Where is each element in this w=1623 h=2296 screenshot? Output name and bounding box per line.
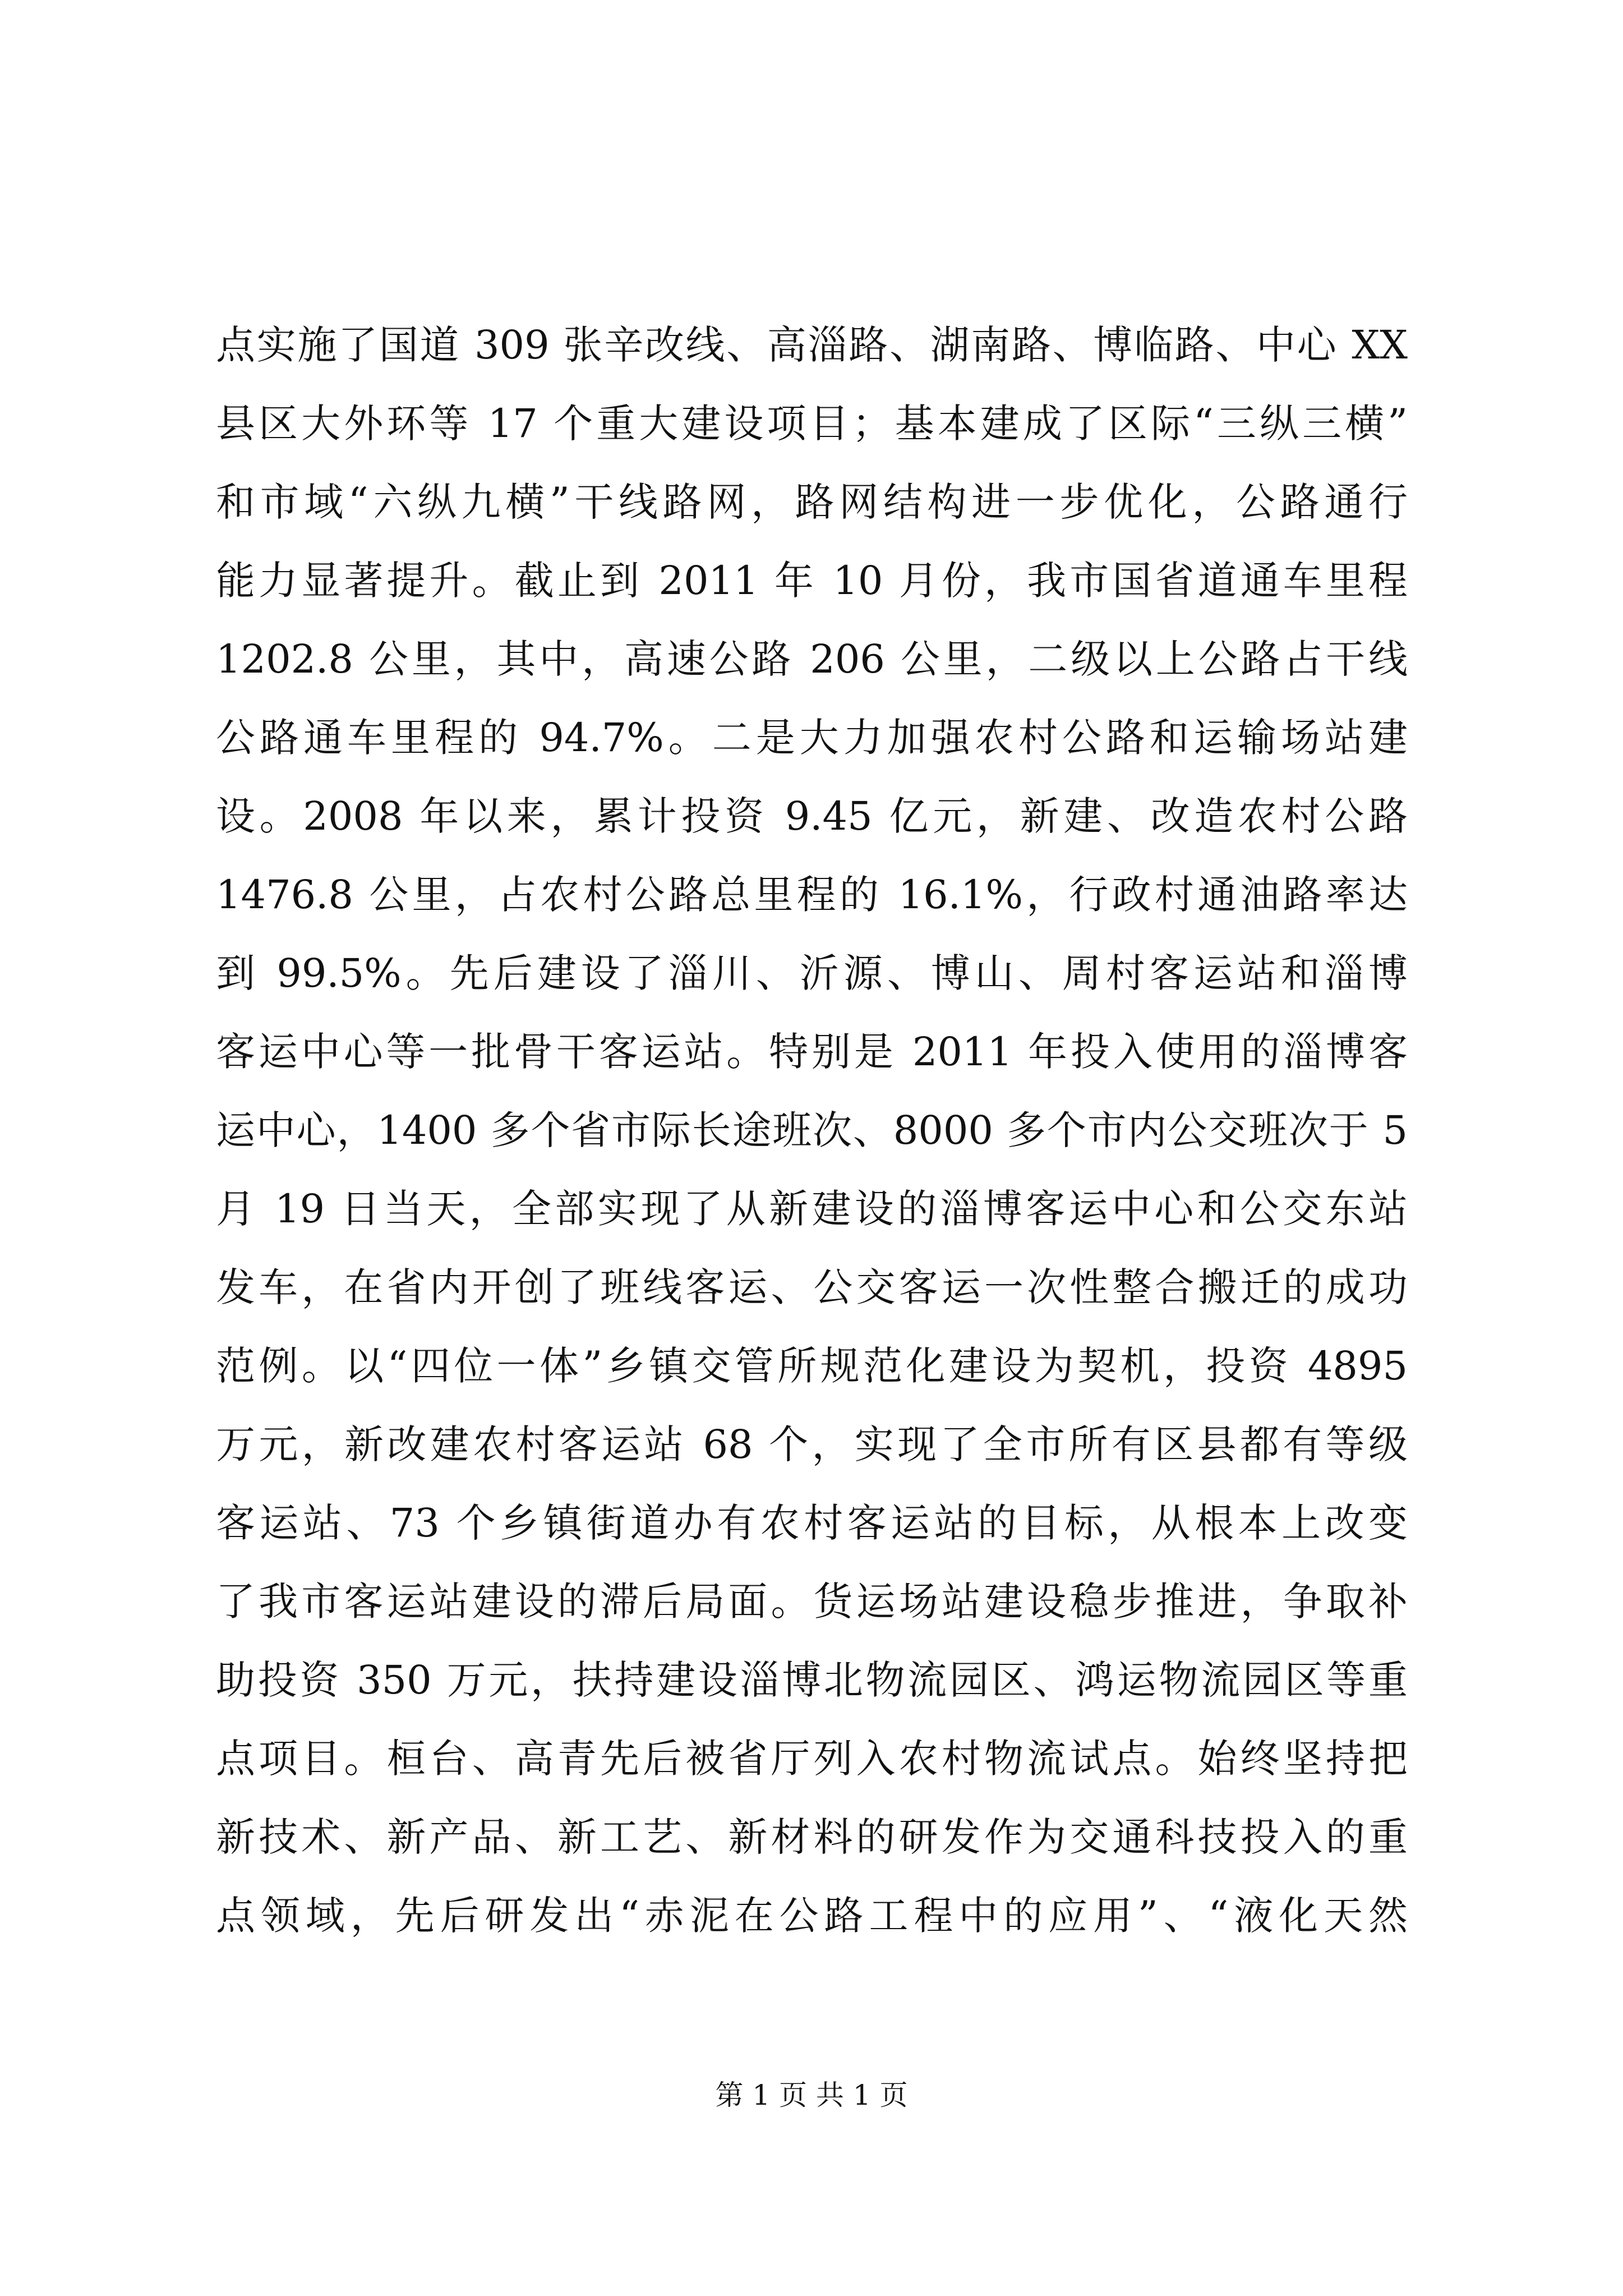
text-line: 客运中心等一批骨干客运站。特别是 2011 年投入使用的淄博客: [216, 1029, 1408, 1075]
text-line: 点实施了国道 309 张辛改线、高淄路、湖南路、博临路、中心 XX: [216, 322, 1408, 368]
text-line: 运中心，1400 多个省市际长途班次、8000 多个市内公交班次于 5: [216, 1107, 1408, 1153]
document-body: [216, 306, 1408, 1955]
text-line: 能力显著提升。截止到 2011 年 10 月份，我市国省道通车里程: [216, 558, 1408, 604]
text-line: 新技术、新产品、新工艺、新材料的研发作为交通科技投入的重: [216, 1814, 1408, 1860]
text-line: 设。2008 年以来，累计投资 9.45 亿元，新建、改造农村公路: [216, 793, 1408, 839]
text-line: 了我市客运站建设的滞后局面。货运场站建设稳步推进，争取补: [216, 1579, 1408, 1625]
text-line: 点项目。桓台、高青先后被省厅列入农村物流试点。始终坚持把: [216, 1736, 1408, 1782]
text-line: 和市域“六纵九横”干线路网，路网结构进一步优化，公路通行: [216, 479, 1408, 525]
text-line: 点领域，先后研发出“赤泥在公路工程中的应用”、“液化天然: [216, 1893, 1408, 1939]
text-line: 月 19 日当天，全部实现了从新建设的淄博客运中心和公交东站: [216, 1186, 1408, 1232]
text-line: 县区大外环等 17 个重大建设项目；基本建成了区际“三纵三横”: [216, 401, 1408, 447]
page-number-label: 第 1 页 共 1 页: [715, 2079, 908, 2111]
text-line: 客运站、73 个乡镇街道办有农村客运站的目标，从根本上改变: [216, 1500, 1408, 1546]
text-line: 助投资 350 万元，扶持建设淄博北物流园区、鸿运物流园区等重: [216, 1657, 1408, 1703]
text-line: 1202.8 公里，其中，高速公路 206 公里，二级以上公路占干线: [216, 636, 1408, 682]
text-line: 发车，在省内开创了班线客运、公交客运一次性整合搬迁的成功: [216, 1264, 1408, 1310]
text-line: 1476.8 公里，占农村公路总里程的 16.1%，行政村通油路率达: [216, 872, 1408, 918]
text-line: 到 99.5%。先后建设了淄川、沂源、博山、周村客运站和淄博: [216, 950, 1408, 996]
page-footer: [0, 2076, 1623, 2115]
text-line: 范例。以“四位一体”乡镇交管所规范化建设为契机，投资 4895: [216, 1343, 1408, 1389]
text-line: 公路通车里程的 94.7%。二是大力加强农村公路和运输场站建: [216, 715, 1408, 761]
text-line: 万元，新改建农村客运站 68 个，实现了全市所有区县都有等级: [216, 1421, 1408, 1467]
